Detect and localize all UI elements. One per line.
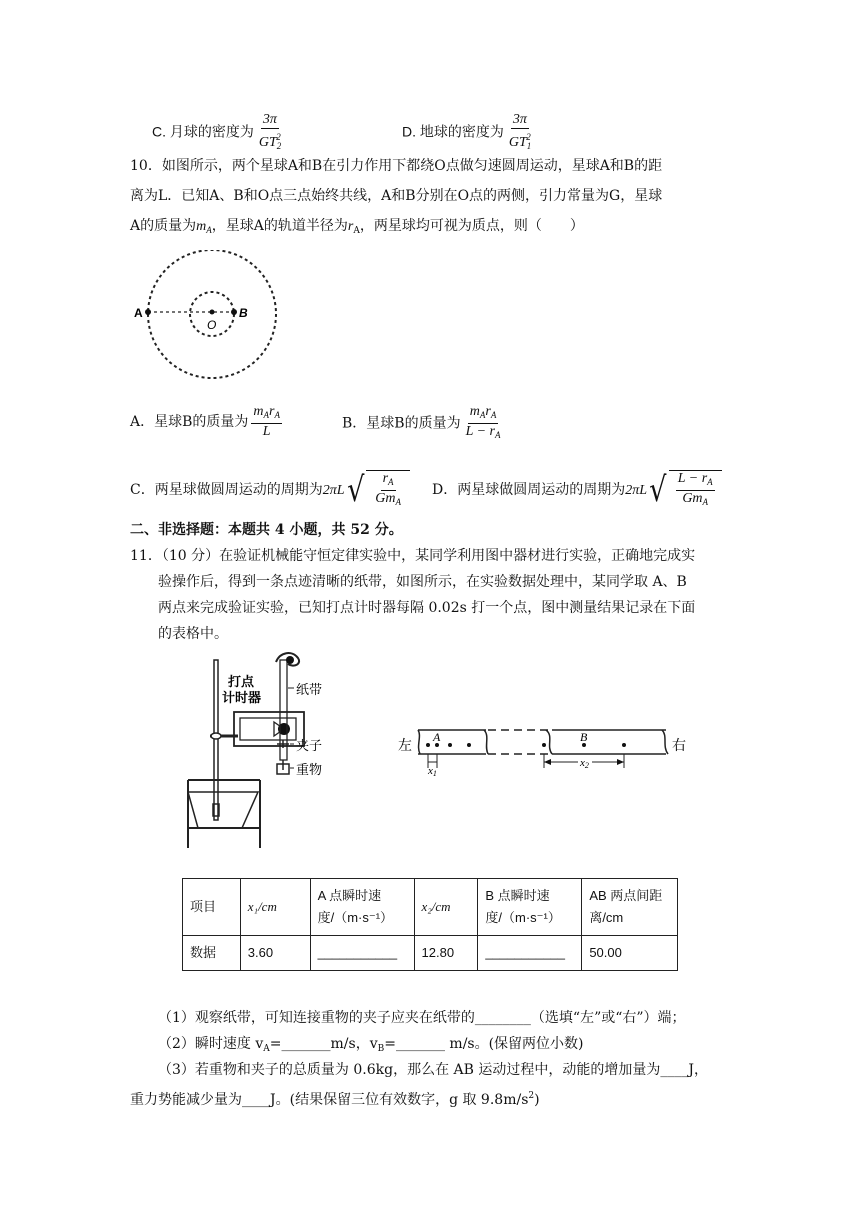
tape-label-b: B: [580, 730, 588, 744]
tape-x2: x2: [580, 757, 589, 770]
q9-option-d-fraction: $\frac{3\pi}{GT_1^2}$: [508, 112, 532, 151]
table-cell: x₂/cm: [414, 879, 478, 936]
table-cell-blank-va[interactable]: ___________: [310, 936, 414, 971]
tape-diagram: [396, 722, 686, 778]
tape-x1: x1: [428, 765, 437, 778]
stand-rod: [214, 660, 218, 820]
table-cell: AB 两点间距 离/cm: [582, 879, 678, 936]
q9-option-d-label: D. 地球的密度为: [402, 123, 504, 140]
table-header-row: [183, 879, 678, 936]
star-a: [145, 309, 151, 315]
center-o: [210, 310, 215, 315]
label-tape: 纸带: [296, 683, 323, 698]
label-o: O: [207, 318, 217, 332]
q9-option-d: [402, 112, 536, 154]
apparatus-diagram: [180, 652, 340, 852]
timer-box: [234, 712, 304, 746]
q10-stem-line-3: A的质量为$m_A$，星球A的轨道半径为$r_A$，两星球均可视为质点，则（ ）: [130, 218, 584, 236]
q9-option-c: [152, 112, 286, 154]
measurement-table: [182, 878, 678, 971]
q11-stem-line-2: 验操作后，得到一条点迹清晰的纸带，如图所示，在实验数据处理中，某同学取 A、B: [158, 574, 687, 590]
q10-option-c: C．两星球做圆周运动的周期为2πL √ $\frac{r_A}{Gm_A}$: [130, 470, 410, 510]
table-cell: 数据: [183, 936, 241, 971]
q9-option-c-fraction: $\frac{3\pi}{GT_2^2}$: [258, 112, 282, 151]
tape-label-a: A: [433, 730, 441, 744]
label-right: 右: [672, 738, 686, 754]
q10-stem-line-2: 离为L．已知A、B和O点三点始终共线，A和B分别在O点的两侧，引力常量为G，星球: [130, 188, 663, 204]
table-cell: 3.60: [240, 936, 310, 971]
label-timer-2: 计时器: [222, 691, 262, 706]
q10-option-d: D．两星球做圆周运动的周期为2πL √ $\frac{L - r_A}{Gm_A}$: [432, 470, 722, 510]
table-cell: 项目: [183, 879, 241, 936]
label-left: 左: [398, 738, 412, 754]
q11-part-1: （1）观察纸带，可知连接重物的夹子应夹在纸带的________（选填“左”或“右”）端；: [158, 1010, 686, 1026]
q11-part-3-cont: 重力势能减少量为____J。(结果保留三位有效数字，g 取 $9.8m/s^2$): [130, 1091, 540, 1108]
q9-option-c-label: C. 月球的密度为: [152, 123, 254, 140]
table-cell-blank-vb[interactable]: ___________: [478, 936, 582, 971]
table-cell: 50.00: [582, 936, 678, 971]
table-cell: A 点瞬时速 度/（m·s⁻¹）: [310, 879, 414, 936]
q10-option-b: B．星球B的质量为 $\frac{m_Ar_A}{L - r_A}$: [342, 404, 501, 440]
q11-stem-line-4: 的表格中。: [158, 626, 228, 642]
label-b: B: [239, 306, 248, 320]
table-cell: x₁/cm: [240, 879, 310, 936]
label-timer: 打点: [228, 675, 255, 690]
q10-stem-line-1: 10．如图所示，两个星球A和B在引力作用下都绕O点做匀速圆周运动，星球A和B的距: [130, 158, 663, 174]
label-clip: 夹子: [296, 739, 323, 754]
table-cell: B 点瞬时速 度/（m·s⁻¹）: [478, 879, 582, 936]
q11-stem-line-3: 两点来完成验证实验，已知打点计时器每隔 0.02s 打一个点，图中测量结果记录在下面: [158, 600, 696, 616]
label-weight: 重物: [296, 763, 323, 778]
table-cell: 12.80: [414, 936, 478, 971]
table-row: [183, 936, 678, 971]
label-a: A: [134, 306, 143, 320]
q10-option-a: A．星球B的质量为 $\frac{m_Ar_A}{L}$: [130, 404, 280, 439]
q11-part-3: （3）若重物和夹子的总质量为 0.6kg，那么在 AB 运动过程中，动能的增加量为____J，: [158, 1062, 708, 1078]
section-two-heading: 二、非选择题：本题共 4 小题，共 52 分。: [130, 522, 403, 538]
q11-stem-line-1: 11．（10 分）在验证机械能守恒定律实验中，某同学利用图中器材进行实验，正确地完成实: [130, 548, 696, 564]
star-b: [231, 309, 237, 315]
orbit-diagram: [130, 250, 300, 380]
q11-part-2: （2）瞬时速度 $v_A=\_\_\_\_\_\_\_m/s$，$v_B=\_\_\_\_\_\_\_$ m/s。(保留两位小数): [158, 1036, 584, 1054]
